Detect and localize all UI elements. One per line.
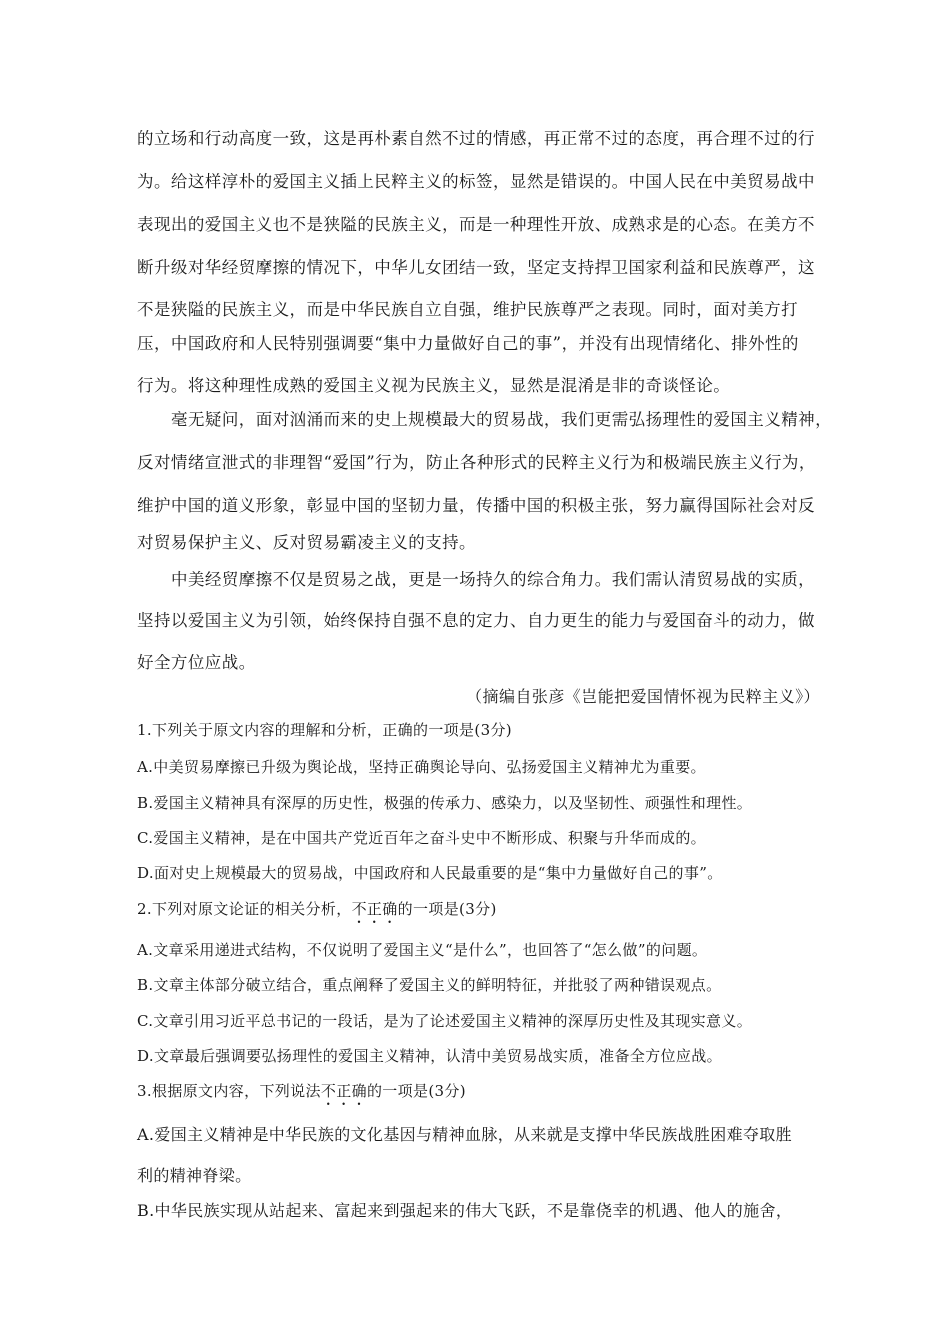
question-2-option-a: A.文章采用递进式结构，不仅说明了爱国主义“是什么”，也回答了“怎么做”的问题。	[137, 941, 708, 959]
passage-line: 对贸易保护主义、反对贸易霸凌主义的支持。	[137, 533, 476, 552]
passage-line: 断升级对华经贸摩擦的情况下，中华儿女团结一致，坚定支持捍卫国家利益和民族尊严，这	[137, 258, 815, 277]
passage-line: 坚持以爱国主义为引领，始终保持自强不息的定力、自力更生的能力与爱国奋斗的动力，做	[137, 611, 815, 630]
question-3-stem: 3.根据原文内容，下列说法不正确的一项是(3分)	[137, 1082, 466, 1100]
question-1-option-c: C.爱国主义精神，是在中国共产党近百年之奋斗史中不断形成、积聚与升华而成的。	[137, 829, 707, 847]
question-2-stem: 2.下列对原文论证的相关分析，不正确的一项是(3分)	[137, 900, 497, 918]
question-1-stem: 1.下列关于原文内容的理解和分析，正确的一项是(3分)	[137, 721, 513, 739]
emphasis-not-correct: 不正确	[320, 1082, 367, 1100]
passage-source: （摘编自张彦《岂能把爱国情怀视为民粹主义》）	[466, 687, 820, 706]
question-2-option-d: D.文章最后强调要弘扬理性的爱国主义精神，认清中美贸易战实质，准备全方位应战。	[137, 1047, 722, 1065]
passage-line: 毫无疑问，面对汹涌而来的史上规模最大的贸易战，我们更需弘扬理性的爱国主义精神，	[171, 410, 833, 429]
question-3-option-a: A.爱国主义精神是中华民族的文化基因与精神血脉，从来就是支撑中华民族战胜困难夺取胜	[137, 1125, 792, 1144]
passage-line: 行为。将这种理性成熟的爱国主义视为民族主义，显然是混淆是非的奇谈怪论。	[137, 376, 731, 395]
passage-line: 维护中国的道义形象，彰显中国的坚韧力量，传播中国的积极主张，努力赢得国际社会对反	[137, 496, 815, 515]
passage-line: 为。给这样淳朴的爱国主义插上民粹主义的标签，显然是错误的。中国人民在中美贸易战中	[137, 172, 815, 191]
passage-line: 压，中国政府和人民特别强调要“集中力量做好自己的事”，并没有出现情绪化、排外性的	[137, 334, 799, 353]
passage-line: 反对情绪宣泄式的非理智“爱国”行为，防止各种形式的民粹主义行为和极端民族主义行为，	[137, 453, 816, 472]
passage-line: 表现出的爱国主义也不是狭隘的民族主义，而是一种理性开放、成熟求是的心态。在美方不	[137, 215, 815, 234]
question-2-option-c: C.文章引用习近平总书记的一段话，是为了论述爱国主义精神的深厚历史性及其现实意义。	[137, 1012, 753, 1030]
emphasis-not-correct: 不正确	[351, 900, 398, 918]
passage-line: 的立场和行动高度一致，这是再朴素自然不过的情感，再正常不过的态度，再合理不过的行	[137, 129, 815, 148]
passage-line: 好全方位应战。	[137, 653, 256, 672]
passage-line: 不是狭隘的民族主义，而是中华民族自立自强，维护民族尊严之表现。同时，面对美方打	[137, 300, 799, 319]
passage-line: 中美经贸摩擦不仅是贸易之战，更是一场持久的综合角力。我们需认清贸易战的实质，	[171, 570, 816, 589]
question-2-option-b: B.文章主体部分破立结合，重点阐释了爱国主义的鲜明特征，并批驳了两种错误观点。	[137, 976, 722, 994]
question-3-option-a-cont: 利的精神脊梁。	[137, 1166, 252, 1185]
question-3-option-b: B.中华民族实现从站起来、富起来到强起来的伟大飞跃，不是靠侥幸的机遇、他人的施舍，	[137, 1201, 793, 1220]
question-1-option-a: A.中美贸易摩擦已升级为舆论战，坚持正确舆论导向、弘扬爱国主义精神尤为重要。	[137, 758, 706, 776]
question-1-option-d: D.面对史上规模最大的贸易战，中国政府和人民最重要的是“集中力量做好自己的事”。	[137, 864, 723, 882]
question-1-option-b: B.爱国主义精神具有深厚的历史性，极强的传承力、感染力，以及坚韧性、顽强性和理性。	[137, 794, 753, 812]
